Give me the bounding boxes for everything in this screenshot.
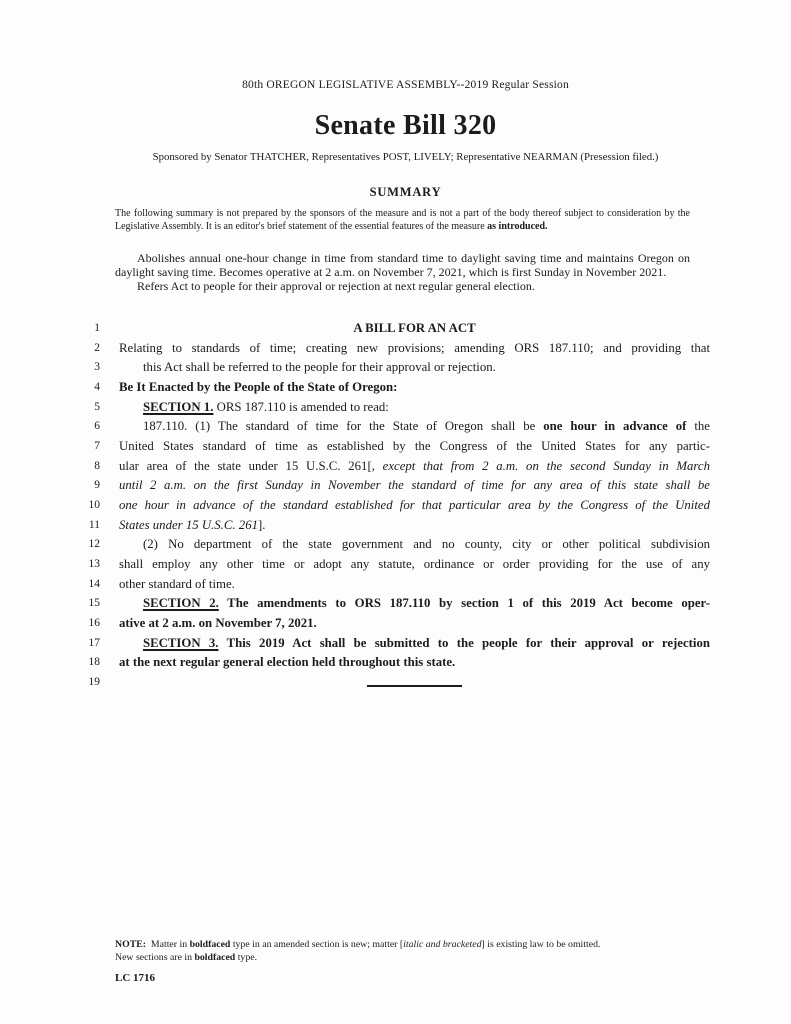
text-segment: as introduced. <box>487 221 548 233</box>
bill-line-text <box>119 339 710 359</box>
text-segment: A BILL FOR AN ACT <box>353 321 476 335</box>
bill-line <box>0 653 791 673</box>
text-segment: the <box>686 419 710 434</box>
bill-line <box>0 417 791 437</box>
bill-line-text <box>119 496 710 516</box>
bill-line-text <box>119 653 710 673</box>
line-number: 6 <box>94 420 100 433</box>
text-segment: one hour in advance of the standard established for that particular area by the Congress of the United <box>119 497 710 512</box>
bill-line-text <box>119 594 710 614</box>
line-number: 10 <box>88 498 100 511</box>
sponsor-line: Sponsored by Senator THATCHER, Representatives POST, LIVELY; Representative NEARMAN (Presession filed.) <box>152 151 659 163</box>
bill-line <box>0 516 791 536</box>
note-line <box>115 951 715 964</box>
text-segment: Be It Enacted by the People of the State of Oregon: <box>119 379 398 394</box>
line-number: 12 <box>88 538 100 551</box>
bill-line-text <box>119 319 710 339</box>
text-segment: States under 15 U.S.C. 261 <box>119 517 258 532</box>
lc-number: LC 1716 <box>115 972 156 984</box>
line-number: 7 <box>94 439 100 452</box>
text-segment: ] is existing law to be omitted. <box>481 939 601 950</box>
line-number: 13 <box>88 557 100 570</box>
bill-line-text <box>119 358 710 378</box>
text-segment: The following summary is not prepared by the sponsors of the measure and is not a part of the body thereof subject to consideration by the Legislative Assembly. It is an editor's brief statement of the essential features of the measure <box>115 208 690 233</box>
line-number: 14 <box>88 577 100 590</box>
bill-line-text <box>119 437 710 457</box>
footer-note <box>115 938 715 964</box>
line-number: 9 <box>94 479 100 492</box>
section-end-rule <box>367 685 462 687</box>
text-segment: SECTION 2. <box>143 596 219 611</box>
bill-line <box>0 634 791 654</box>
text-segment: New sections are in <box>115 952 195 963</box>
text-segment: United States standard of time as established by the Congress of the United States for any partic- <box>119 438 710 453</box>
line-number: 3 <box>94 361 100 374</box>
text-segment: ative at 2 a.m. on November 7, 2021. <box>119 615 317 630</box>
line-number: 1 <box>94 322 100 334</box>
bill-line-text <box>119 516 710 536</box>
bill-line-text <box>119 575 710 595</box>
text-segment: boldfaced <box>189 939 231 950</box>
text-segment: other standard of time. <box>119 576 235 591</box>
bill-line <box>0 575 791 595</box>
text-segment: until 2 a.m. on the first Sunday in November the standard of time for any area of this state shall be <box>119 478 710 493</box>
line-number: 16 <box>88 616 100 629</box>
line-number: 2 <box>94 341 100 354</box>
bill-text-block <box>0 319 791 692</box>
text-segment: type in an amended section is new; matter [ <box>230 939 404 950</box>
bill-line-text <box>119 476 710 496</box>
text-segment: shall employ any other time or adopt any statute, ordinance or order providing for the use of any <box>119 556 710 571</box>
summary-paragraph: Refers Act to people for their approval or rejection at next regular general election. <box>137 278 535 293</box>
line-number: 11 <box>88 518 100 531</box>
bill-line <box>0 594 791 614</box>
bill-line <box>0 673 791 693</box>
text-segment: this Act shall be referred to the people for their approval or rejection. <box>143 360 496 375</box>
text-segment: Relating to standards of time; creating new provisions; amending ORS 187.110; and providing that <box>119 340 710 355</box>
bill-line <box>0 614 791 634</box>
page-title: Senate Bill 320 <box>314 110 497 141</box>
text-segment: at the next regular general election held throughout this state. <box>119 655 456 670</box>
line-number: 19 <box>88 675 100 688</box>
line-number: 4 <box>94 380 100 393</box>
text-segment: NOTE: <box>115 939 147 950</box>
line-number: 15 <box>88 597 100 610</box>
text-segment: SECTION 3. <box>143 635 219 650</box>
bill-line <box>0 457 791 477</box>
bill-line <box>0 339 791 359</box>
summary-disclaimer <box>115 207 690 234</box>
session-header: 80th OREGON LEGISLATIVE ASSEMBLY--2019 Regular Session <box>242 79 569 91</box>
bill-line <box>0 496 791 516</box>
bill-line-text <box>119 535 710 555</box>
text-segment: italic and bracketed <box>403 939 482 950</box>
bill-line <box>0 358 791 378</box>
bill-line <box>0 378 791 398</box>
summary-body <box>115 252 690 294</box>
summary-paragraph: Abolishes annual one-hour change in time from standard time to daylight saving time and maintains Oregon on daylight saving time. Becomes operative at 2 a.m. on November 7, 2021, which is first Sunday in November 2021. <box>115 251 690 279</box>
bill-line-text <box>119 457 710 477</box>
bill-line <box>0 555 791 575</box>
text-segment: boldfaced <box>194 952 236 963</box>
bill-line <box>0 319 791 339</box>
text-segment: type. <box>235 952 258 963</box>
bill-line <box>0 398 791 418</box>
text-segment: ular area of the state under 15 U.S.C. 261[, <box>119 458 383 473</box>
bill-line-text <box>119 398 710 418</box>
text-segment: except that from 2 a.m. on the second Sunday in March <box>382 458 710 473</box>
bill-line <box>0 476 791 496</box>
text-segment: Matter in <box>146 939 190 950</box>
line-number: 8 <box>94 459 100 472</box>
text-segment: This 2019 Act shall be submitted to the people for their approval or rejection <box>218 635 710 650</box>
bill-line-text <box>119 417 710 437</box>
bill-line <box>0 535 791 555</box>
text-segment: ]. <box>258 517 266 532</box>
summary-heading: SUMMARY <box>369 185 442 199</box>
line-number: 18 <box>88 656 100 669</box>
bill-line-text <box>119 555 710 575</box>
text-segment: The amendments to ORS 187.110 by section 1 of this 2019 Act become oper- <box>218 596 710 611</box>
bill-line-text <box>119 614 710 634</box>
text-segment: ORS 187.110 is amended to read: <box>213 399 389 414</box>
bill-line-text <box>119 378 710 398</box>
bill-line-text <box>119 634 710 654</box>
note-line <box>115 938 715 951</box>
bill-line <box>0 437 791 457</box>
line-number: 17 <box>88 636 100 649</box>
text-segment: (2) No department of the state government and no county, city or other political subdivision <box>143 537 710 552</box>
text-segment: 187.110. (1) The standard of time for the State of Oregon shall be <box>143 419 544 434</box>
line-number: 5 <box>94 400 100 413</box>
text-segment: SECTION 1. <box>143 399 214 414</box>
text-segment: one hour in advance of <box>543 419 687 434</box>
